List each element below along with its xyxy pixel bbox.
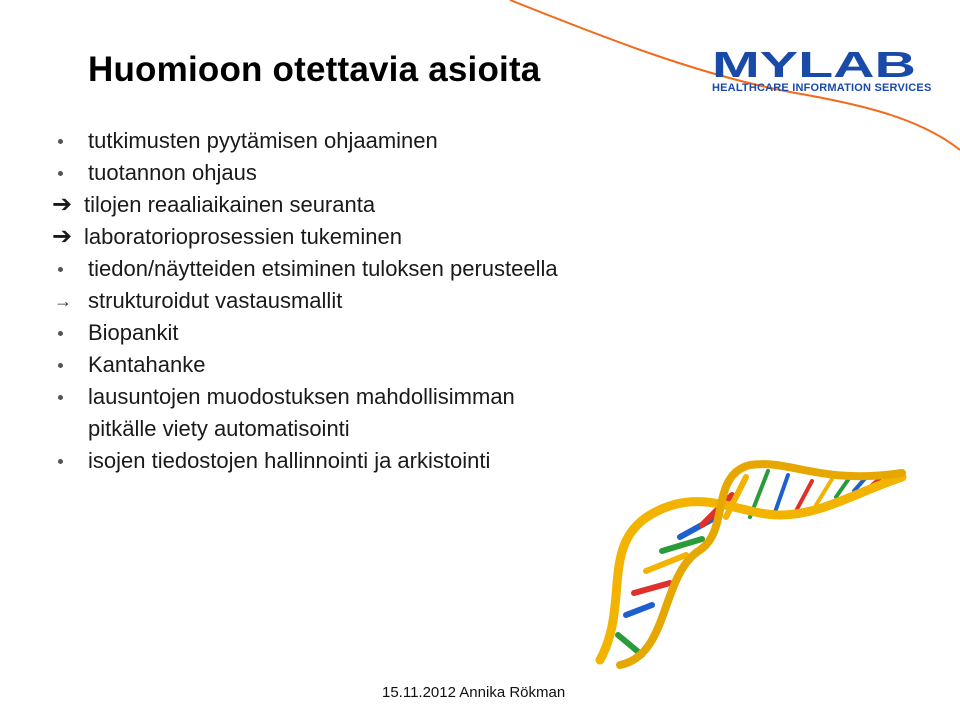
mylab-logo bbox=[712, 48, 932, 94]
bullet-icon bbox=[58, 267, 63, 272]
list-item-text: lausuntojen muodostuksen mahdollisimman bbox=[88, 384, 515, 409]
list-item-text: isojen tiedostojen hallinnointi ja arkistointi bbox=[88, 448, 491, 473]
right-arrow-icon: ➔ bbox=[52, 191, 73, 218]
bullet-icon bbox=[58, 171, 63, 176]
bullet-icon bbox=[58, 459, 63, 464]
bullet-icon bbox=[58, 139, 63, 144]
list-item-text: Biopankit bbox=[88, 320, 179, 345]
right-arrow-icon: ➔ bbox=[52, 223, 73, 250]
list-item-text: strukturoidut vastausmallit bbox=[88, 288, 343, 313]
dna-rung bbox=[796, 481, 812, 511]
right-arrow-icon: → bbox=[54, 291, 72, 311]
list-item-text: tuotannon ohjaus bbox=[88, 160, 257, 185]
slide-title: Huomioon otettavia asioita bbox=[88, 50, 541, 89]
list-item-text: laboratorioprosessien tukeminen bbox=[84, 224, 402, 249]
dna-rung bbox=[774, 475, 788, 515]
dna-rung bbox=[626, 605, 652, 615]
list-item-text: Kantahanke bbox=[88, 352, 206, 377]
list-item-text: tiedon/näytteiden etsiminen tuloksen perusteella bbox=[88, 256, 558, 281]
slide-footer: 15.11.2012 Annika Rökman bbox=[382, 684, 566, 701]
list-item-text: tutkimusten pyytämisen ohjaaminen bbox=[88, 128, 438, 153]
dna-rung bbox=[634, 583, 670, 593]
list-item-text: pitkälle viety automatisointi bbox=[88, 416, 350, 441]
bullet-icon bbox=[58, 363, 63, 368]
bullet-icon bbox=[58, 395, 63, 400]
logo-word-text: MYLAB bbox=[712, 48, 916, 80]
logo-tagline: HEALTHCARE INFORMATION SERVICES bbox=[712, 82, 932, 94]
list-item-text: tilojen reaaliaikainen seuranta bbox=[84, 192, 376, 217]
mylab-logo-wordmark bbox=[712, 48, 918, 80]
bullet-icon bbox=[58, 331, 63, 336]
dna-helix-illustration bbox=[590, 455, 910, 670]
